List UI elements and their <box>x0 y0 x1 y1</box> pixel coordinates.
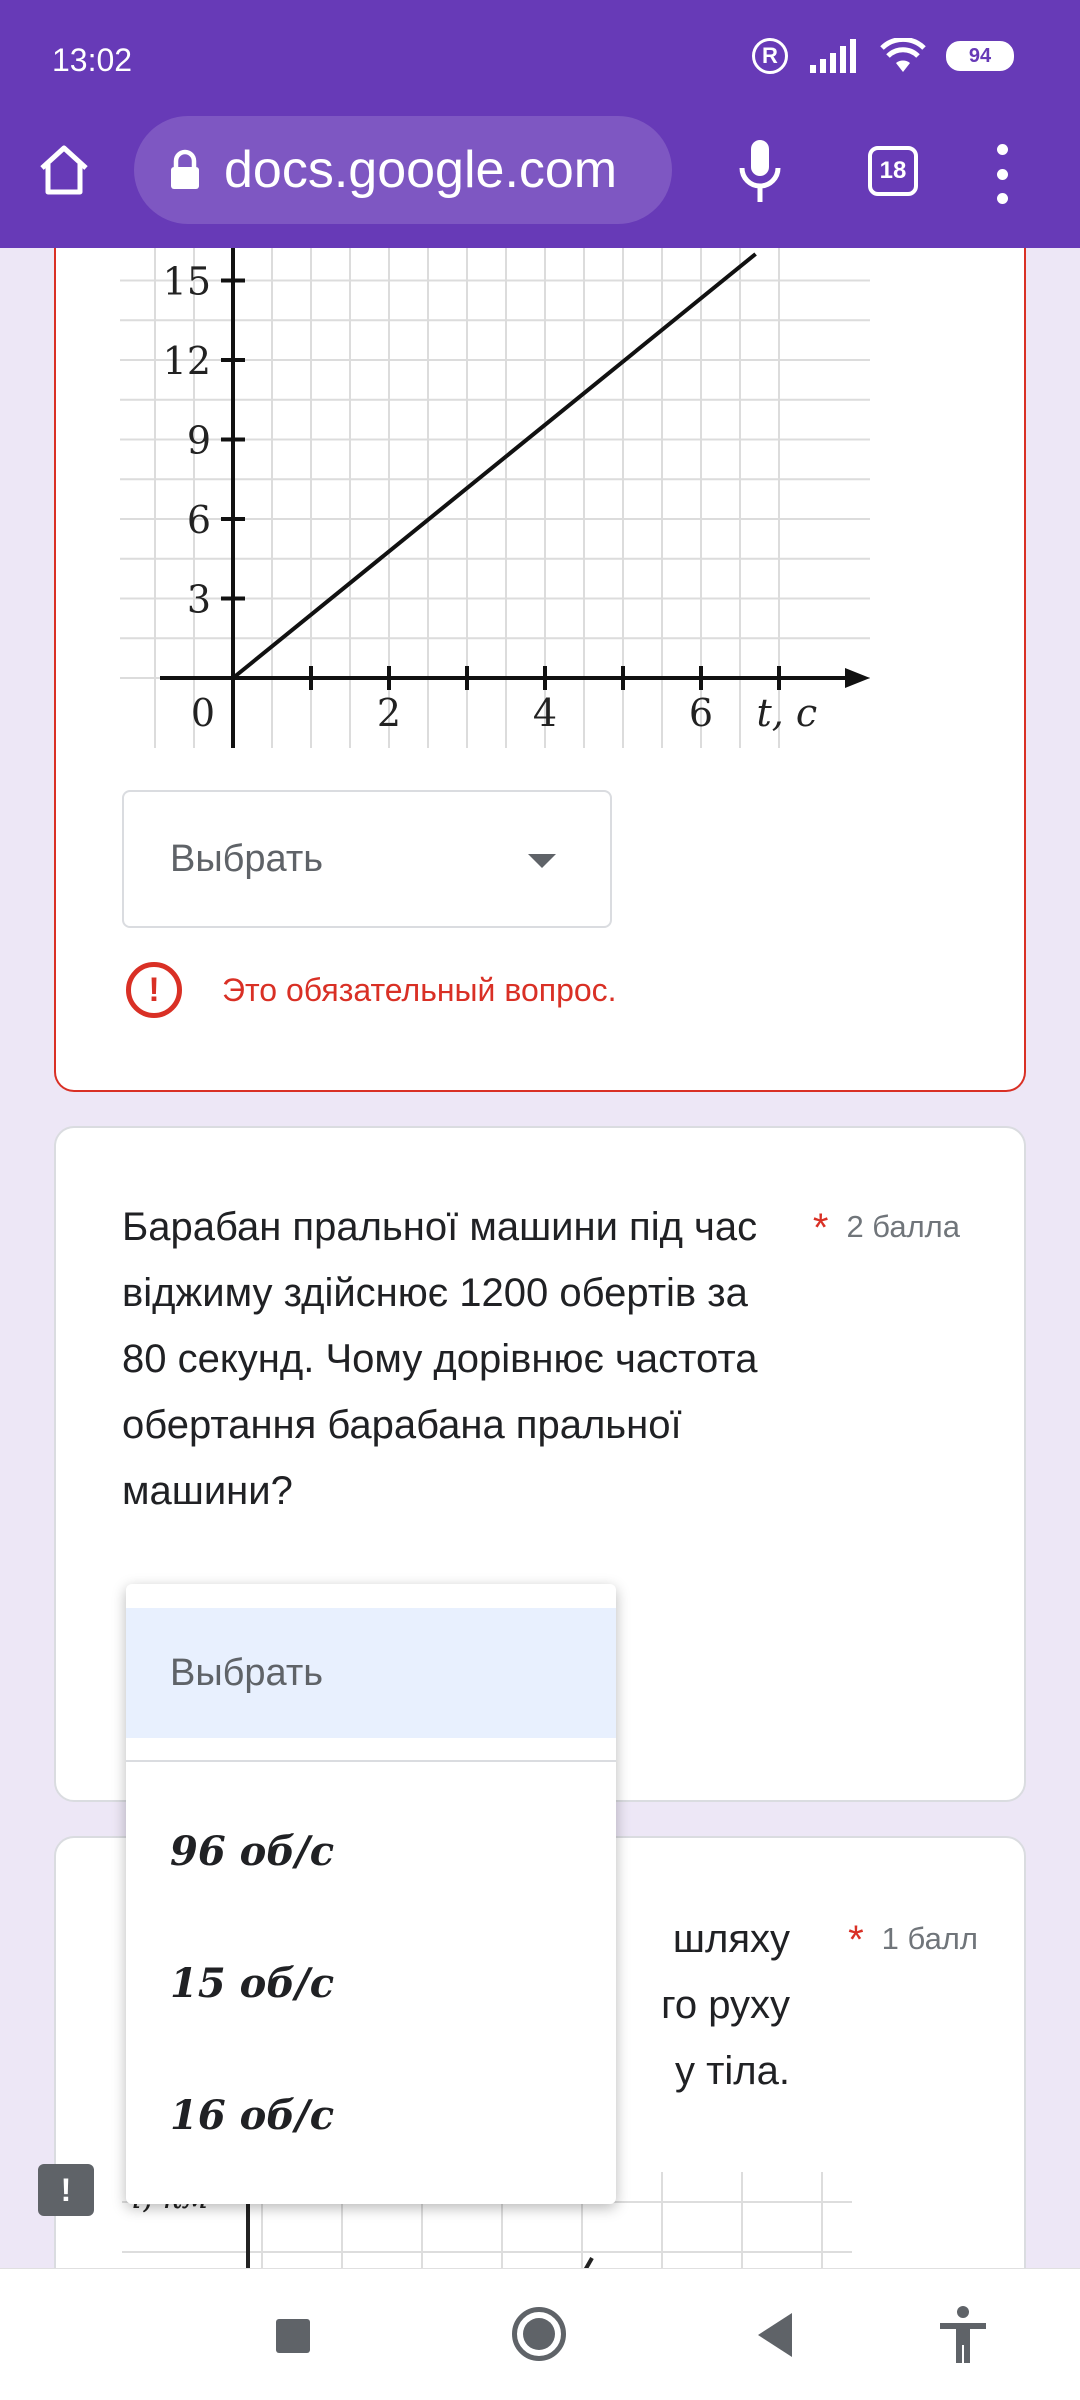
back-icon[interactable] <box>758 2313 792 2357</box>
y-tick-label: 9 <box>186 418 211 463</box>
y-tick-label: 15 <box>162 259 211 304</box>
y-tick-label: 6 <box>186 498 211 542</box>
signal-icon <box>808 39 860 73</box>
points-label: 2 балла <box>846 1209 960 1244</box>
dropdown-option[interactable]: 96 об/с <box>170 1828 335 1875</box>
dropdown-divider <box>126 1760 616 1762</box>
required-asterisk: * <box>848 1918 864 1962</box>
dropdown-option[interactable]: 15 об/с <box>170 1960 335 2007</box>
chevron-down-icon <box>528 854 556 868</box>
answer-dropdown <box>126 1584 616 2204</box>
dropdown-option[interactable]: 16 об/с <box>170 2092 335 2139</box>
question-3-points <box>848 1918 978 1963</box>
x-tick-label: 6 <box>688 691 714 735</box>
answer-select-1[interactable] <box>122 790 612 928</box>
required-error <box>126 962 617 1018</box>
registered-icon: R <box>752 38 788 74</box>
required-asterisk: * <box>812 1206 829 1250</box>
x-axis-arrow <box>845 668 870 688</box>
kebab-menu-icon[interactable] <box>990 144 1014 204</box>
question-points <box>813 1206 960 1251</box>
question-3-line: го руху <box>661 1983 790 2027</box>
status-time: 13:02 <box>52 42 133 78</box>
nav-home-icon[interactable] <box>512 2307 566 2361</box>
question-text: Барабан пральної машини під час віджиму здійснює 1200 обертів за 80 секунд. Чому дорівнює частота обертання барабана пральної машини? <box>122 1205 758 1513</box>
question-3-line: у тіла. <box>674 2049 790 2093</box>
x-tick-label: 0 <box>190 691 215 735</box>
url-text: docs.google.com <box>224 141 618 199</box>
browser-top-bar <box>0 0 1080 248</box>
feedback-button[interactable]: ! <box>38 2164 94 2216</box>
recents-icon[interactable] <box>276 2319 310 2353</box>
home-icon[interactable] <box>34 140 94 200</box>
x-tick-label: 2 <box>376 691 402 735</box>
y-tick-label: 3 <box>186 577 211 622</box>
x-tick-label: 4 <box>532 691 558 735</box>
mic-icon[interactable] <box>736 138 784 204</box>
tab-switcher-button[interactable]: 18 <box>868 146 918 196</box>
select-placeholder: Выбрать <box>170 837 324 880</box>
accessibility-icon[interactable] <box>936 2305 990 2365</box>
system-nav-bar <box>0 2268 1080 2400</box>
velocity-time-chart <box>100 248 880 768</box>
url-bar[interactable] <box>134 116 672 224</box>
lock-icon <box>168 149 202 191</box>
x-axis-label: t, c <box>756 691 818 735</box>
question-3-line: шляху <box>672 1917 790 1961</box>
status-icons <box>752 38 1014 74</box>
points-label: 1 балл <box>881 1921 978 1956</box>
wifi-icon <box>880 38 926 74</box>
error-text: Это обязательный вопрос. <box>222 971 617 1008</box>
dropdown-placeholder[interactable]: Выбрать <box>126 1608 616 1738</box>
y-tick-label: 12 <box>162 339 211 383</box>
battery-icon: 94 <box>946 41 1014 71</box>
error-icon: ! <box>126 962 182 1018</box>
